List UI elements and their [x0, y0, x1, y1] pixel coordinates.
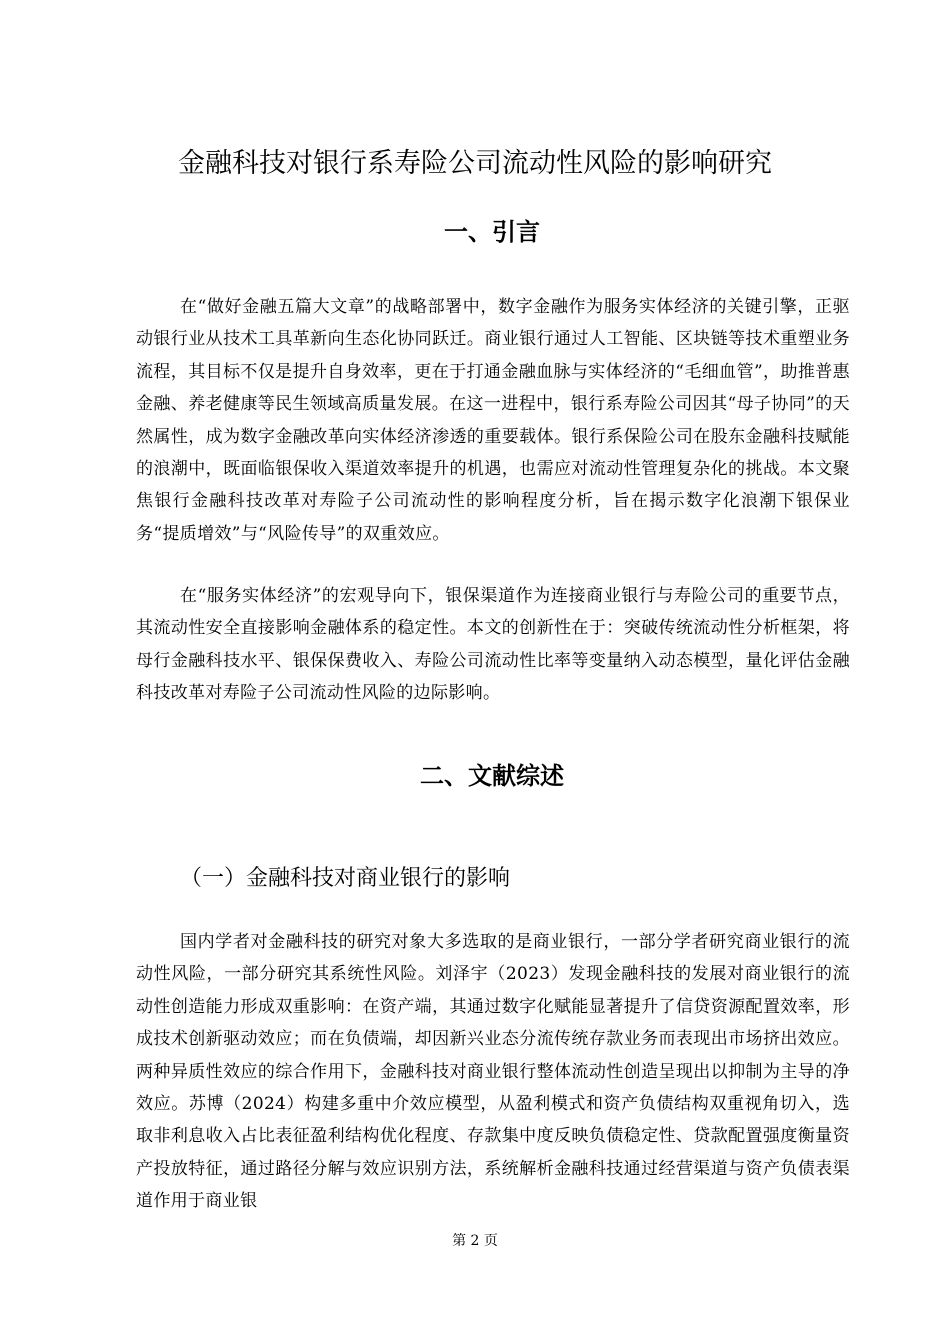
section-heading-literature-review: 二、文献综述: [420, 762, 564, 790]
section-heading-introduction: 一、引言: [444, 218, 540, 246]
literature-paragraph-1: 国内学者对金融科技的研究对象大多选取的是商业银行，一部分学者研究商业银行的流动性风险，一部分研究其系统性风险。刘泽宇（2023）发现金融科技的发展对商业银行的流动性创造能力形成双重影响：在资产端，其通过数字化赋能显著提升了信贷资源配置效率，形成技术创新驱动效应；而在负债端，却因新兴业态分流传统存款业务而表现出市场挤出效应。两种异质性效应的综合作用下，金融科技对商业银行整体流动性创造呈现出以抑制为主导的净效应。苏博（2024）构建多重中介效应模型，从盈利模式和资产负债结构双重视角切入，选取非利息收入占比表征盈利结构优化程度、存款集中度反映负债稳定性、贷款配置强度衡量资产投放特征，通过路径分解与效应识别方法，系统解析金融科技通过经营渠道与资产负债表渠道作用于商业银: [136, 932, 850, 1212]
intro-paragraph-2: 在“服务实体经济”的宏观导向下，银保渠道作为连接商业银行与寿险公司的重要节点，其流动性安全直接影响金融体系的稳定性。本文的创新性在于：突破传统流动性分析框架，将母行金融科技水平、银保保费收入、寿险公司流动性比率等变量纳入动态模型，量化评估金融科技改革对寿险子公司流动性风险的边际影响。: [136, 586, 850, 704]
document-title: 金融科技对银行系寿险公司流动性风险的影响研究: [178, 148, 772, 179]
page-number-footer: 第 2 页: [452, 1233, 498, 1249]
intro-paragraph-1: 在“做好金融五篇大文章”的战略部署中，数字金融作为服务实体经济的关键引擎，正驱动银行业从技术工具革新向生态化协同跃迁。商业银行通过人工智能、区块链等技术重塑业务流程，其目标不仅是提升自身效率，更在于打通金融血脉与实体经济的“毛细血管”，助推普惠金融、养老健康等民生领域高质量发展。在这一进程中，银行系寿险公司因其“母子协同”的天然属性，成为数字金融改革向实体经济渗透的重要载体。银行系保险公司在股东金融科技赋能的浪潮中，既面临银保收入渠道效率提升的机遇，也需应对流动性管理复杂化的挑战。本文聚焦银行金融科技改革对寿险子公司流动性的影响程度分析，旨在揭示数字化浪潮下银保业务“提质增效”与“风险传导”的双重效应。: [136, 297, 850, 544]
subsection-heading-fintech-banks: （一）金融科技对商业银行的影响: [180, 866, 511, 891]
